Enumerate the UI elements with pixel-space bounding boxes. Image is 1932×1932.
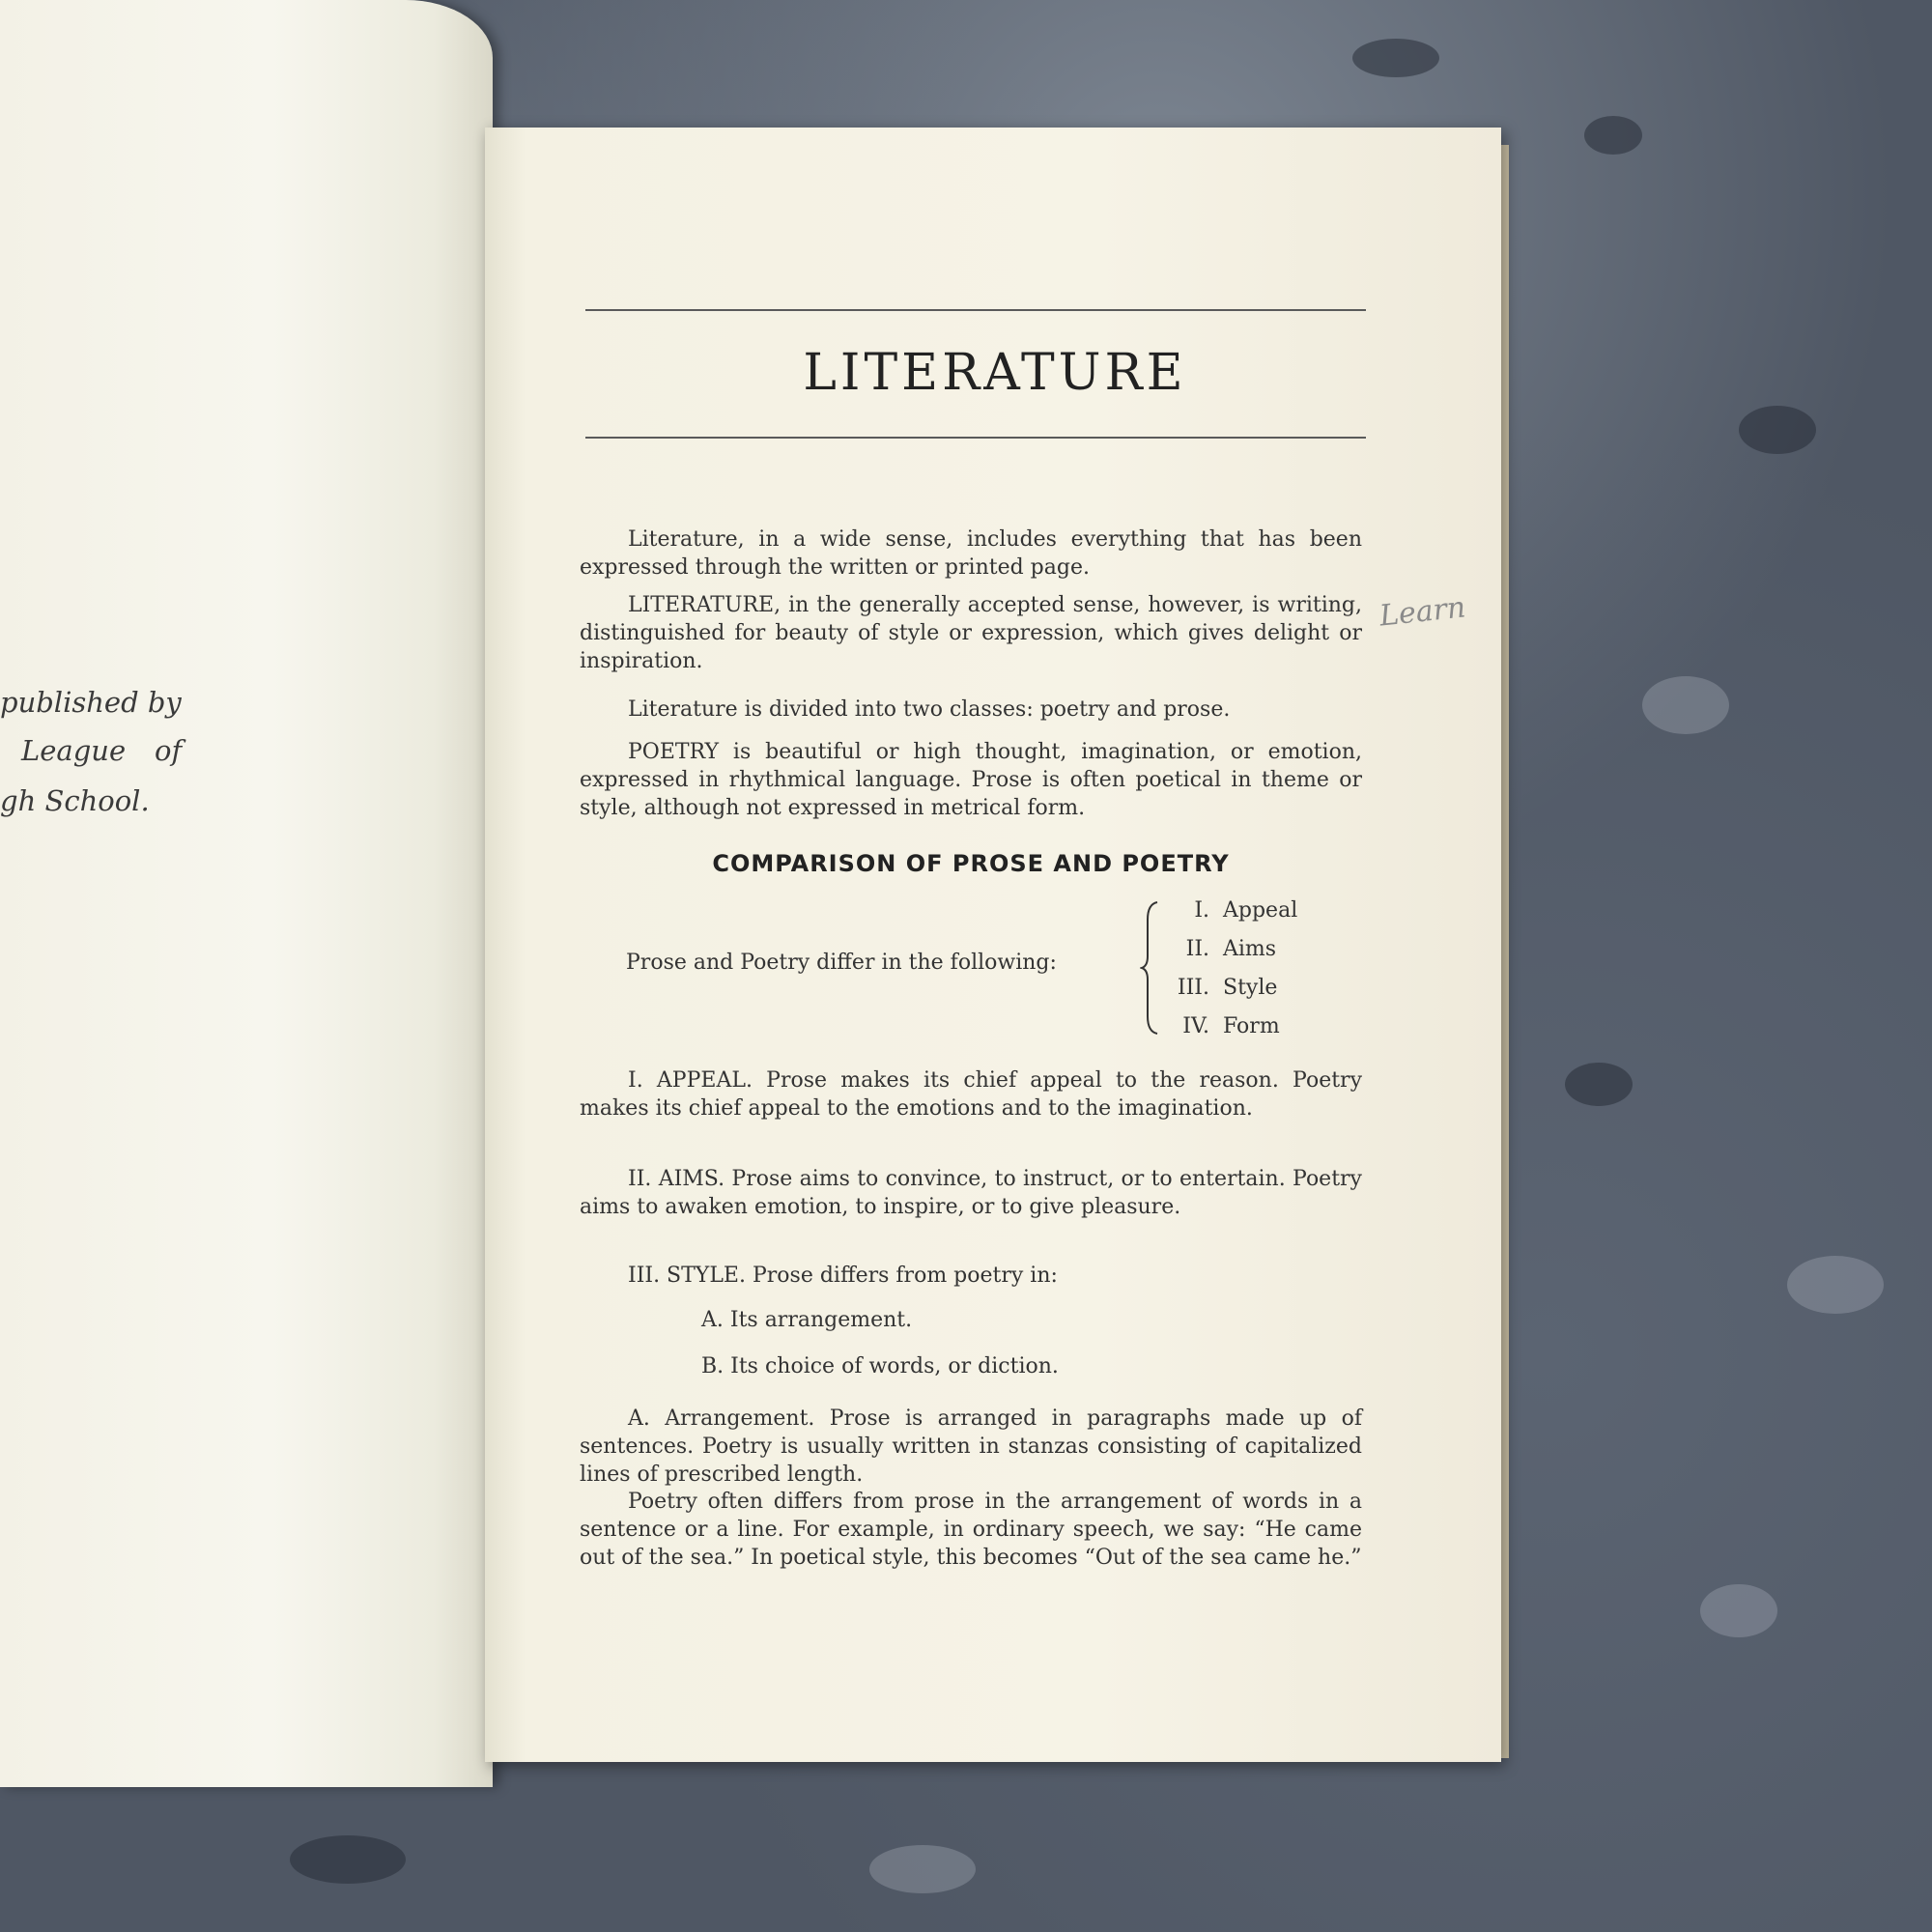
style-item: B. Its choice of words, or diction.: [701, 1354, 1059, 1378]
arrangement-paragraph: A. Arrangement. Prose is arranged in paragraphs made up of sentences. Poetry is usually written in stanzas consisting of capitalized lines of prescribed length.: [580, 1406, 1362, 1487]
felt-texture: [1739, 406, 1816, 454]
difference-numeral: I.: [1194, 898, 1209, 923]
left-page-line: of: [155, 734, 183, 767]
difference-label: Form: [1223, 1014, 1280, 1038]
brace-icon: [1140, 900, 1159, 1036]
difference-label: Aims: [1223, 937, 1277, 961]
differences-label: Prose and Poetry differ in the following:: [626, 951, 1057, 975]
style-item: A. Its arrangement.: [701, 1308, 913, 1332]
style-paragraph: III. STYLE. Prose differs from poetry in:: [628, 1264, 1058, 1288]
definition-paragraph: LITERATURE, in the generally accepted sense, however, is writing, distinguished for beauty of style or expression, which gives delight or inspiration.: [580, 593, 1362, 673]
difference-item: [1159, 898, 1297, 923]
felt-texture: [1584, 116, 1642, 155]
bottom-rule: [585, 437, 1366, 439]
difference-numeral: III.: [1177, 976, 1209, 1000]
felt-texture: [1787, 1256, 1884, 1314]
appeal-paragraph: I. APPEAL. Prose makes its chief appeal to the reason. Poetry makes its chief appeal to the emotions and to the imagination.: [580, 1068, 1362, 1121]
left-page-line: published by: [0, 686, 182, 719]
difference-numeral: IV.: [1182, 1014, 1209, 1038]
difference-label: Style: [1223, 976, 1278, 1000]
felt-texture: [1642, 676, 1729, 734]
top-rule: [585, 309, 1366, 311]
intro-paragraph: Literature, in a wide sense, includes everything that has been expressed through the written or printed page.: [580, 527, 1362, 580]
handwritten-note: Learn: [1378, 590, 1467, 634]
difference-item: [1159, 976, 1277, 1000]
felt-texture: [1565, 1063, 1633, 1106]
felt-texture: [1700, 1584, 1777, 1637]
felt-texture: [1352, 39, 1439, 77]
difference-numeral: II.: [1185, 937, 1209, 961]
poetry-paragraph: POETRY is beautiful or high thought, imagination, or emotion, expressed in rhythmical language. Prose is often poetical in theme or style, although not expressed in metrical form.: [580, 740, 1362, 820]
example-paragraph: Poetry often differs from prose in the arrangement of words in a sentence or a line. For example, in ordinary speech, we say: “He came out of the sea.” In poetical style, this becomes “Out of the sea came he.”: [580, 1490, 1362, 1570]
felt-texture: [290, 1835, 406, 1884]
difference-item: [1159, 1014, 1280, 1038]
felt-texture: [869, 1845, 976, 1893]
left-page-line: gh School.: [0, 784, 150, 817]
difference-item: [1159, 937, 1276, 961]
page-title: LITERATURE: [803, 344, 1187, 402]
aims-paragraph: II. AIMS. Prose aims to convince, to instruct, or to entertain. Poetry aims to awaken emotion, to inspire, or to give pleasure.: [580, 1167, 1362, 1219]
difference-label: Appeal: [1223, 898, 1298, 923]
classes-paragraph: Literature is divided into two classes: poetry and prose.: [628, 697, 1231, 722]
left-page-line: League: [21, 734, 127, 767]
section-heading: COMPARISON OF PROSE AND POETRY: [712, 850, 1230, 877]
left-page: [0, 0, 493, 1787]
